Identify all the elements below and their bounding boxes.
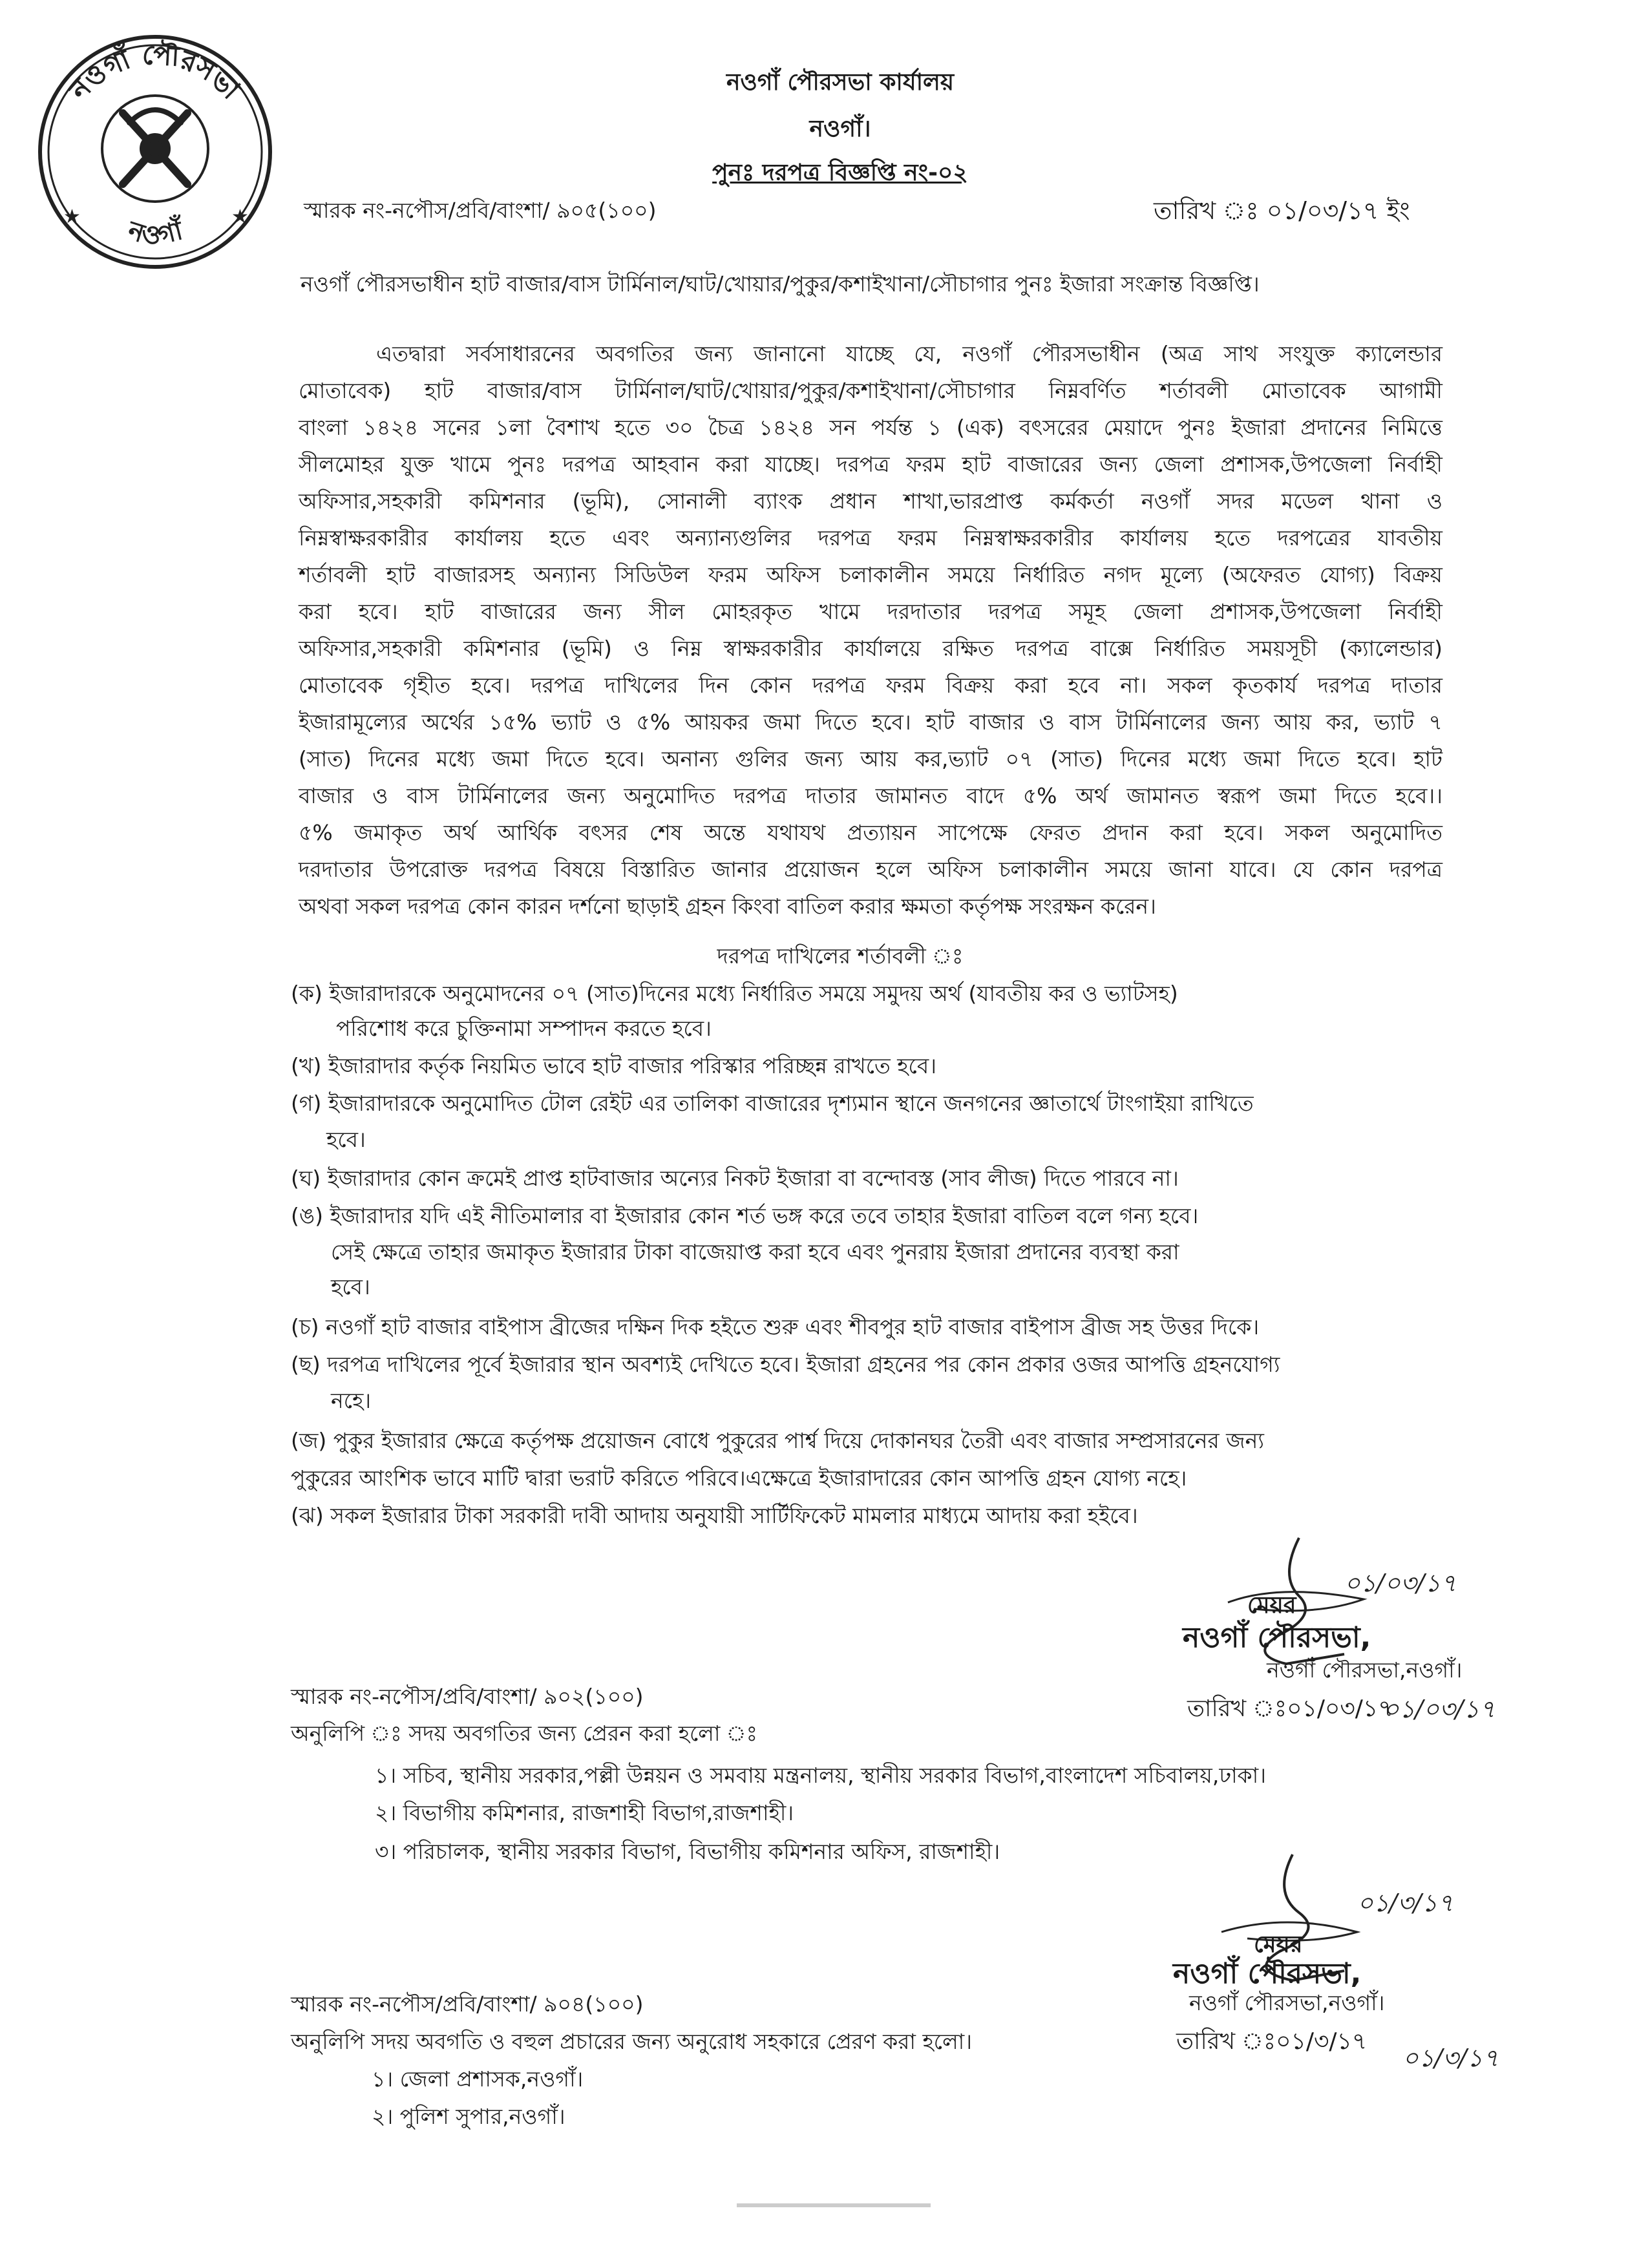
condition-line: পরিশোধ করে চুক্তিনামা সম্পাদন করতে হবে।	[336, 1016, 712, 1041]
body-line: অফিসার,সহকারী কমিশনার (ভূমি), সোনালী ব্যাংক প্রধান শাখা,ভারপ্রাপ্ত কর্মকর্তা নওগাঁ সদর মডেল থানা ও	[299, 488, 1442, 514]
signature-block-1	[1150, 1525, 1603, 1764]
seal-star-right-icon: ★	[231, 205, 249, 228]
signature-1-title: মেয়র	[1247, 1592, 1296, 1619]
notice-title: পুনঃ দরপত্র বিজ্ঞপ্তি নং-০২	[712, 160, 968, 186]
condition-line: (ছ) দরপত্র দাখিলের পূর্বে ইজারার স্থান অবশ্যই দেখিতে হবে। ইজারা গ্রহনের পর কোন প্রকার ওজর আপত্তি গ্রহনযোগ্য	[291, 1352, 1280, 1377]
conditions-title: দরপত্র দাখিলের শর্তাবলী ঃ	[717, 943, 964, 969]
body-line: ৫% জমাকৃত অর্থ আর্থিক বৎসর শেষ অন্তে যথাযথ প্রত্যায়ন সাপেক্ষে ফেরত প্রদান করা হবে। সকল অনুমোদিত	[299, 820, 1442, 845]
copy-2-item: ১। জেলা প্রশাসক,নওগাঁ।	[372, 2066, 584, 2092]
signature-2-hand-date-top: ০১/৩/১৭	[1357, 1889, 1454, 1917]
copy-2-memo: স্মারক নং-নপৌস/প্রবি/বাংশা/ ৯০৪(১০০)	[291, 1991, 644, 2017]
condition-line: হবে।	[331, 1274, 370, 1299]
copy-1-item: ১। সচিব, স্থানীয় সরকার,পল্লী উন্নয়ন ও সমবায় মন্ত্রনালয়, স্থানীয় সরকার বিভাগ,বাংলাদেশ সচিবালয়,ঢাকা।	[375, 1763, 1267, 1788]
signature-1-hand-date: ০১/০৩/১৭	[1383, 1695, 1495, 1723]
body-line: মোতাবেক গৃহীত হবে। দরপত্র দাখিলের দিন কোন দরপত্র ফরম বিক্রয় করা হবে না। সকল কৃতকার্য দরপত্র দাতার	[299, 673, 1442, 698]
body-line: ইজারামূল্যের অর্থের ১৫% ভ্যাট ও ৫% আয়কর জমা দিতে হবে। হাট বাজার ও বাস টার্মিনালের জন্য আয় কর, ভ্যাট ৭	[299, 709, 1442, 735]
office-city: নওগাঁ।	[809, 116, 871, 142]
memo-number: স্মারক নং-নপৌস/প্রবি/বাংশা/ ৯০৫(১০০)	[304, 198, 657, 223]
memo-date: তারিখ ঃ ০১/০৩/১৭ ইং	[1154, 196, 1410, 225]
condition-line: (ঘ) ইজারাদার কোন ক্রমেই প্রাপ্ত হাটবাজার অন্যের নিকট ইজারা বা বন্দোবস্ত (সাব লীজ) দিতে পারবে না।	[291, 1166, 1179, 1191]
copy-2-item: ২। পুলিশ সুপার,নওগাঁ।	[372, 2104, 565, 2129]
body-line: বাজার ও বাস টার্মিনালের জন্য অনুমোদিত দরপত্র দাতার জামানত বাদে ৫% অর্থ জামানত স্বরূপ জমা দিতে হবে।।	[299, 783, 1442, 808]
footer-smudge	[737, 2203, 931, 2207]
condition-line: (খ) ইজারাদার কর্তৃক নিয়মিত ভাবে হাট বাজার পরিস্কার পরিচ্ছন্ন রাখতে হবে।	[291, 1053, 936, 1078]
condition-line: (চ) নওগাঁ হাট বাজার বাইপাস ব্রীজের দক্ষিন দিক হইতে শুরু এবং শীবপুর হাট বাজার বাইপাস ব্রীজ সহ উত্তর দিকে।	[291, 1314, 1260, 1339]
copy-1-intro: অনুলিপি ঃ সদয় অবগতির জন্য প্রেরন করা হলো ঃ	[291, 1721, 758, 1746]
signature-1-hand-date-top: ০১/০৩/১৭	[1344, 1569, 1457, 1597]
body-line: অথবা সকল দরপত্র কোন কারন দর্শনো ছাড়াই গ্রহন কিংবা বাতিল করার ক্ষমতা কর্তৃপক্ষ সংরক্ষন করেন।	[299, 894, 1156, 919]
copy-1-memo: স্মারক নং-নপৌস/প্রবি/বাংশা/ ৯০২(১০০)	[291, 1684, 644, 1709]
copy-2-intro: অনুলিপি সদয় অবগতি ও বহুল প্রচারের জন্য অনুরোধ সহকারে প্রেরণ করা হলো।	[291, 2029, 973, 2054]
seal-emblem-icon	[123, 110, 187, 184]
signature-1-date: তারিখ ঃ০১/০৩/১৭	[1187, 1696, 1393, 1722]
signature-2-date: তারিখ ঃ০১/৩/১৭	[1176, 2028, 1368, 2055]
copy-1-item: ২। বিভাগীয় কমিশনার, রাজশাহী বিভাগ,রাজশাহী।	[375, 1800, 794, 1825]
condition-line: (ঝ) সকল ইজারার টাকা সরকারী দাবী আদায় অনুযায়ী সার্টিফিকেট মামলার মাধ্যমে আদায় করা হইবে।	[291, 1503, 1138, 1528]
body-line: নিম্নস্বাক্ষরকারীর কার্যালয় হতে এবং অন্যান্যগুলির দরপত্র ফরম নিম্নস্বাক্ষরকারীর কার্যালয় হতে দরপত্রের যাবতীয়	[299, 525, 1442, 551]
body-line: অফিসার,সহকারী কমিশনার (ভূমি) ও নিম্ন স্বাক্ষরকারীর কার্যালয়ে রক্ষিত দরপত্র বাক্সে নির্ধারিত সময়সূচী (ক্যালেন্ডার)	[299, 636, 1442, 661]
body-line: দরদাতার উপরোক্ত দরপত্র বিষয়ে বিস্তারিত জানার প্রয়োজন হলে অফিস চলাকালীন সময়ে জানা যাবে। যে কোন দরপত্র	[299, 857, 1442, 882]
condition-line: পুকুরের আংশিক ভাবে মাটি দ্বারা ভরাট করিতে পরিবে।এক্ষেত্রে ইজারাদারের কোন আপত্তি গ্রহন যোগ্য নহে।	[291, 1465, 1187, 1491]
seal-bottom-text: নওগাঁ	[124, 215, 186, 251]
condition-line: (গ) ইজারাদারকে অনুমোদিত টোল রেইট এর তালিকা বাজারের দৃশ্যমান স্থানে জনগনের জ্ঞাতার্থে টাংগাইয়া রাখিতে	[291, 1091, 1254, 1116]
signature-1-office: নওগাঁ পৌরসভা,নওগাঁ।	[1267, 1657, 1463, 1683]
municipal-seal	[26, 26, 284, 271]
body-line: সীলমোহর যুক্ত খামে পুনঃ দরপত্র আহবান করা যাচ্ছে। দরপত্র ফরম হাট বাজারের জন্য জেলা প্রশাসক,উপজেলা নির্বাহী	[299, 452, 1442, 477]
signature-2-stamp: নওগাঁ পৌরসভা,	[1173, 1957, 1362, 1990]
body-line: করা হবে। হাট বাজারের জন্য সীল মোহরকৃত খামে দরদাতার দরপত্র সমূহ জেলা প্রশাসক,উপজেলা নির্বাহী	[299, 599, 1442, 624]
condition-line: (ক) ইজারাদারকে অনুমোদনের ০৭ (সাত)দিনের মধ্যে নির্ধারিত সময়ে সমুদয় অর্থ (যাবতীয় কর ও ভ্যাটসহ)	[291, 981, 1178, 1006]
copy-1-item: ৩। পরিচালক, স্থানীয় সরকার বিভাগ, বিভাগীয় কমিশনার অফিস, রাজশাহী।	[375, 1839, 1000, 1864]
condition-line: (জ) পুকুর ইজারার ক্ষেত্রে কর্তৃপক্ষ প্রয়োজন বোধে পুকুরের পার্শ্ব দিয়ে দোকানঘর তৈরী এবং বাজার সম্প্রসারনের জন্য	[291, 1428, 1264, 1453]
body-line: বাংলা ১৪২৪ সনের ১লা বৈশাখ হতে ৩০ চৈত্র ১৪২৪ সন পর্যন্ত ১ (এক) বৎসরের মেয়াদে পুনঃ ইজারা প্রদানের নিমিত্তে	[299, 415, 1442, 440]
body-line: এতদ্বারা সর্বসাধারনের অবগতির জন্য জানানো যাচ্ছে যে, নওগাঁ পৌরসভাধীন (অত্র সাথ সংযুক্ত ক্যালেন্ডার	[376, 341, 1442, 366]
signature-block-2	[1163, 1835, 1603, 2094]
seal-star-left-icon: ★	[63, 205, 81, 228]
signature-2-title: মেয়র	[1254, 1931, 1303, 1958]
notice-subject: নওগাঁ পৌরসভাধীন হাট বাজার/বাস টার্মিনাল/ঘাট/খোয়ার/পুকুর/কশাইখানা/সৌচাগার পুনঃ ইজারা সংক্রান্ত বিজ্ঞপ্তি।	[301, 271, 1260, 297]
condition-line: (ঙ) ইজারাদার যদি এই নীতিমালার বা ইজারার কোন শর্ত ভঙ্গ করে তবে তাহার ইজারা বাতিল বলে গন্য হবে।	[291, 1203, 1199, 1228]
signature-2-hand-date: ০১/৩/১৭	[1402, 2044, 1499, 2072]
body-line: মোতাবেক) হাট বাজার/বাস টার্মিনাল/ঘাট/খোয়ার/পুকুর/কশাইখানা/সৌচাগার নিম্নবর্ণিত শর্তাবলী মোতাবেক আগামী	[299, 378, 1442, 403]
body-line: শর্তাবলী হাট বাজারসহ অন্যান্য সিডিউল ফরম অফিস চলাকালীন সময়ে নির্ধারিত নগদ মূল্যে (অফেরত যোগ্য) বিক্রয়	[299, 562, 1442, 587]
seal-top-text: নওগাঁ পৌরসভা	[63, 38, 247, 106]
svg-text:নওগাঁ	[123, 213, 189, 251]
condition-line: সেই ক্ষেত্রে তাহার জমাকৃত ইজারার টাকা বাজেয়াপ্ত করা হবে এবং পুনরায় ইজারা প্রদানের ব্যবস্থা করা	[331, 1239, 1179, 1265]
office-title: নওগাঁ পৌরসভা কার্যালয়	[726, 69, 955, 96]
seal-graphic	[26, 26, 284, 271]
notice-body	[299, 341, 1442, 930]
condition-line: নহে।	[331, 1388, 372, 1413]
body-line: (সাত) দিনের মধ্যে জমা দিতে হবে। অনান্য গুলির জন্য আয় কর,ভ্যাট ০৭ (সাত) দিনের মধ্যে জমা দিতে হবে। হাট	[299, 746, 1442, 772]
signature-2-office: নওগাঁ পৌরসভা,নওগাঁ।	[1189, 1990, 1385, 2015]
condition-line: হবে।	[326, 1127, 366, 1152]
signature-1-stamp: নওগাঁ পৌরসভা,	[1183, 1621, 1371, 1654]
